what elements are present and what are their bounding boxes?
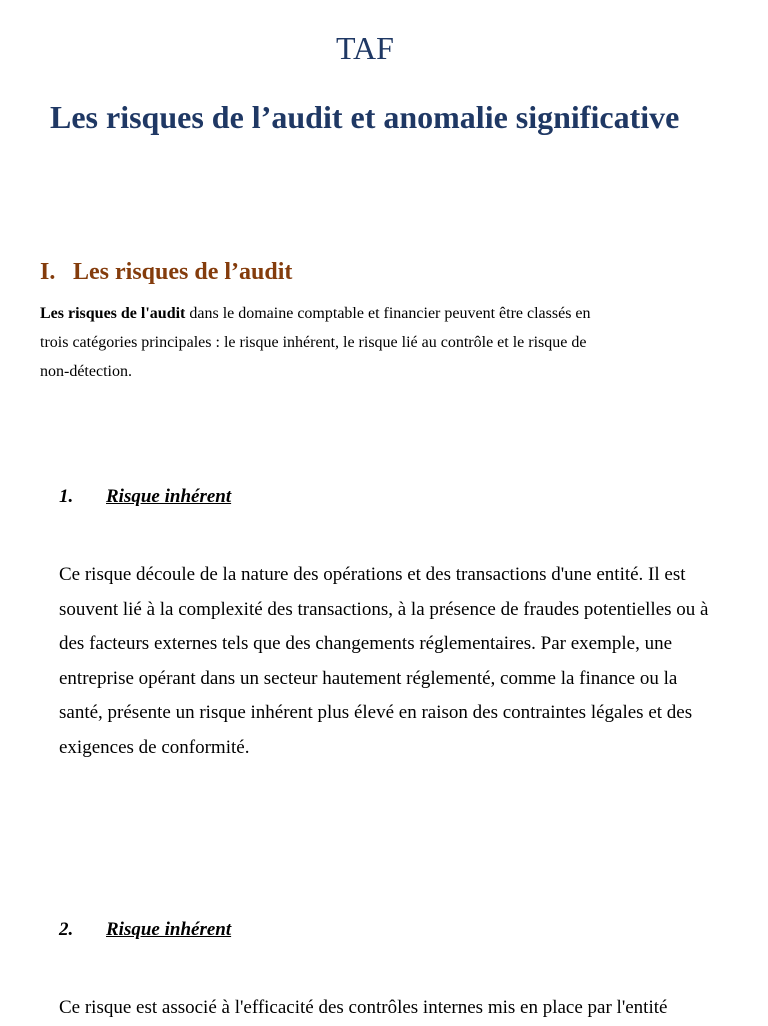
document-label: TAF — [336, 30, 394, 66]
subsection-paragraph: Ce risque découle de la nature des opérations et des transactions d'une entité. Il est souvent lié à la complexité des transactions, à la présence de fraudes potentielles ou à des facteurs externes tels que des changements réglementaires. Par exemple, une entreprise opérant dans un secteur hautement réglementé, comme la finance ou la santé, présente un risque inhérent plus élevé en raison des contraintes légales et des exigences de conformité. — [59, 564, 709, 758]
subsection-number: 2. — [59, 919, 74, 940]
subsection-paragraph: Ce risque est associé à l'efficacité des contrôles internes mis en place par l'entité — [59, 997, 668, 1018]
intro-bold-term: Les risques de l'audit — [40, 305, 186, 322]
intro-text: dans le domaine comptable et financier peuvent être classés en trois catégories principales : le risque inhérent, le risque lié au contrôle et le risque de non-détection. — [40, 305, 591, 380]
section-number: I. — [40, 259, 56, 285]
subsection-number: 1. — [59, 486, 74, 507]
section-heading-text: Les risques de l’audit — [73, 259, 293, 285]
document-title: Les risques de l’audit et anomalie significative — [50, 99, 680, 135]
subsection-heading — [59, 917, 231, 943]
section-heading — [40, 257, 292, 287]
section-intro — [40, 300, 610, 386]
subsection-heading-text: Risque inhérent — [106, 486, 232, 507]
subsection-heading — [59, 484, 231, 510]
subsection-heading-text: Risque inhérent — [106, 919, 232, 940]
